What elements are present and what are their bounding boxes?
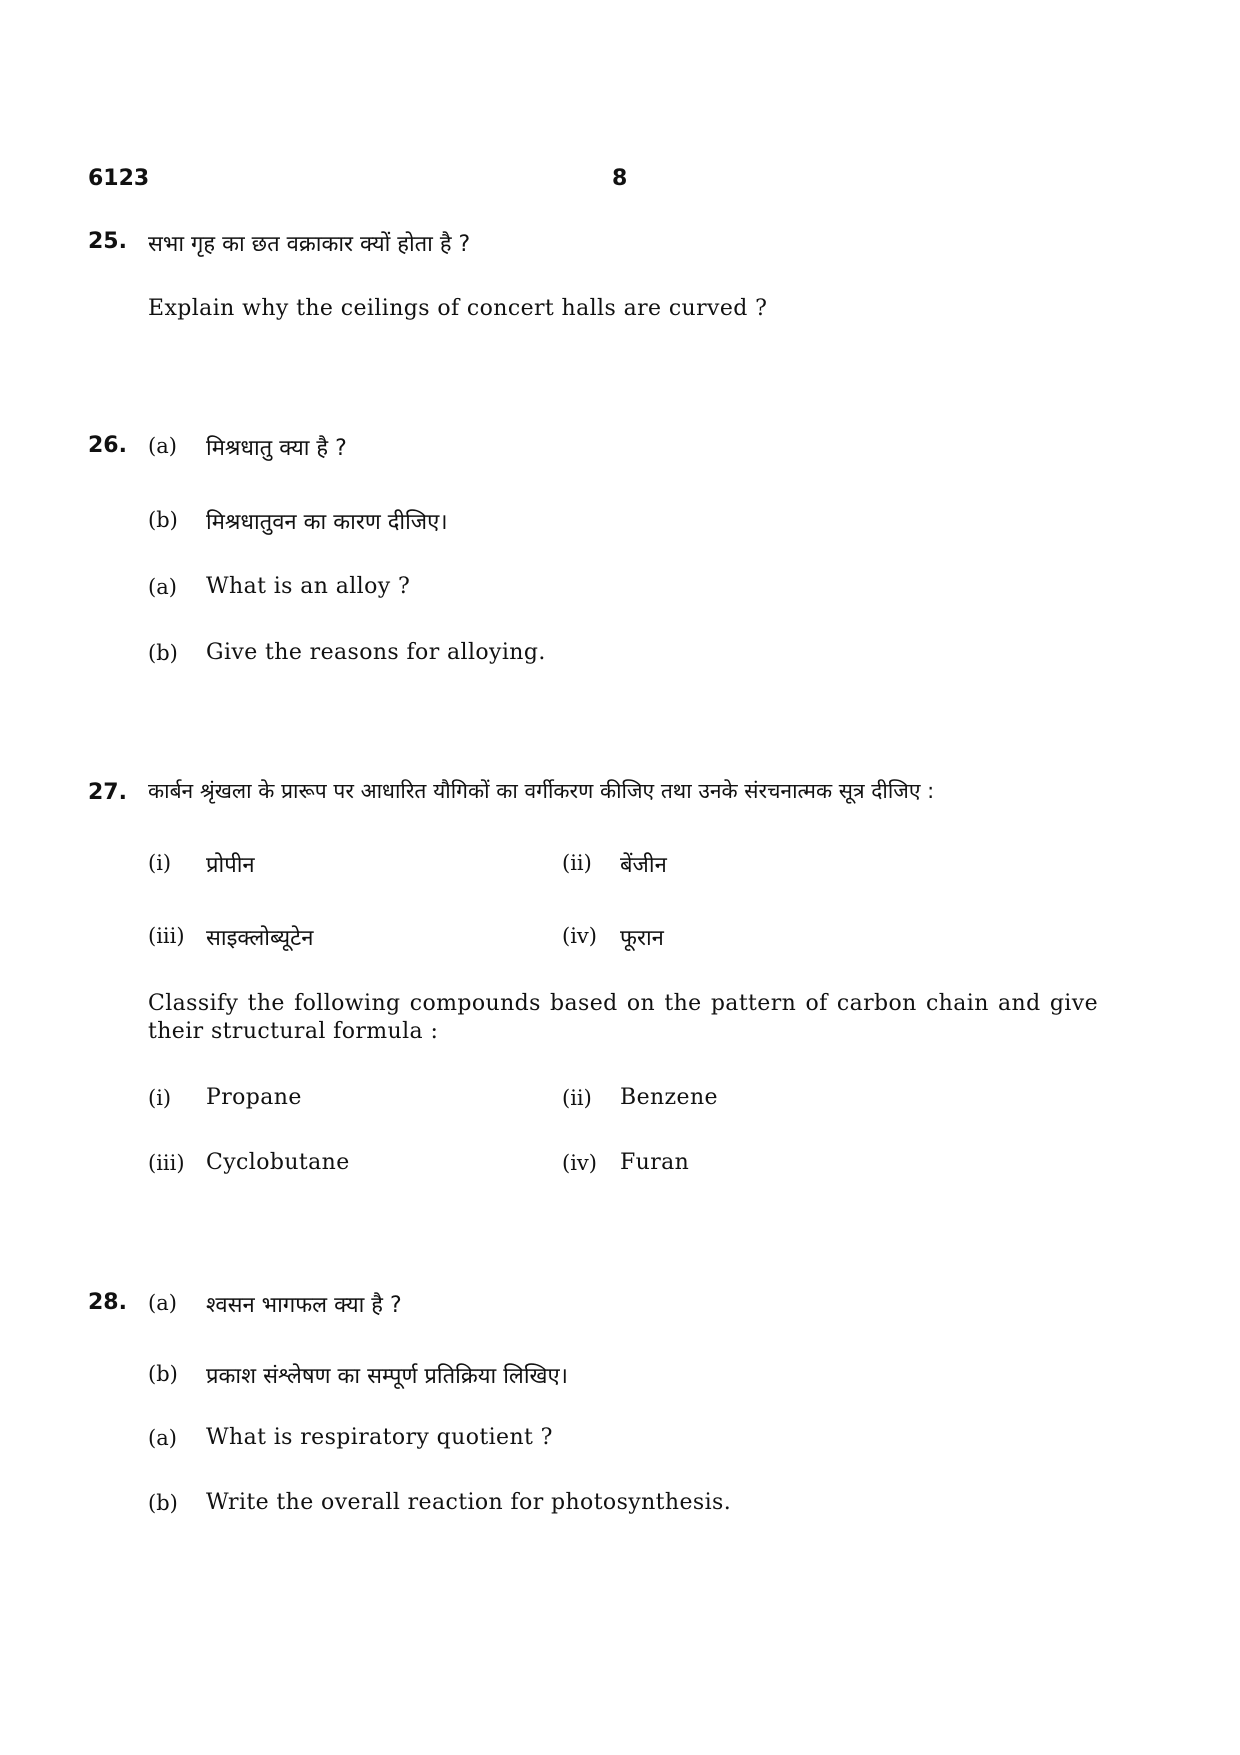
item-label: (b) xyxy=(148,1491,178,1515)
question-text-hindi: सभा गृह का छत वक्राकार क्यों होता है ? xyxy=(148,232,471,257)
item-text: साइक्लोब्यूटेन xyxy=(206,926,314,951)
item-text: प्रकाश संश्लेषण का सम्पूर्ण प्रतिक्रिया लिखिए। xyxy=(206,1364,569,1389)
item-label: (i) xyxy=(148,851,172,875)
item-label: (i) xyxy=(148,1086,172,1110)
item-label: (iv) xyxy=(562,924,597,948)
question-number: 27. xyxy=(88,780,127,805)
item-text: Write the overall reaction for photosynthesis. xyxy=(206,1490,732,1515)
item-text: मिश्रधातुवन का कारण दीजिए। xyxy=(206,510,448,535)
question-number: 25. xyxy=(88,229,127,254)
item-text: Cyclobutane xyxy=(206,1150,350,1175)
question-number: 26. xyxy=(88,433,127,458)
question-text-hindi: कार्बन श्रृंखला के प्रारूप पर आधारित यौगिकों का वर्गीकरण कीजिए तथा उनके संरचनात्मक सूत्र दीजिए : xyxy=(148,779,935,803)
item-label: (a) xyxy=(148,1426,177,1450)
item-text: Benzene xyxy=(620,1085,718,1110)
item-label: (b) xyxy=(148,641,178,665)
item-text: Propane xyxy=(206,1085,302,1110)
item-text: फूरान xyxy=(620,926,664,951)
item-label: (b) xyxy=(148,508,178,532)
question-number: 28. xyxy=(88,1290,127,1315)
item-text: What is respiratory quotient ? xyxy=(206,1425,553,1450)
page-number: 8 xyxy=(612,166,628,191)
item-text: Furan xyxy=(620,1150,690,1175)
question-text-english: Explain why the ceilings of concert halls are curved ? xyxy=(148,296,768,321)
question-text-english: Classify the following compounds based on the pattern of carbon chain and give their structural formula : xyxy=(148,991,1098,1044)
item-text: Give the reasons for alloying. xyxy=(206,640,546,665)
item-text: श्वसन भागफल क्या है ? xyxy=(206,1293,402,1318)
item-label: (a) xyxy=(148,434,177,458)
item-text: What is an alloy ? xyxy=(206,574,411,599)
item-label: (iii) xyxy=(148,924,185,948)
paper-code: 6123 xyxy=(88,166,150,191)
item-label: (a) xyxy=(148,1291,177,1315)
item-text: मिश्रधातु क्या है ? xyxy=(206,436,347,461)
item-text: बेंजीन xyxy=(620,853,667,878)
item-label: (b) xyxy=(148,1362,178,1386)
item-label: (iv) xyxy=(562,1151,597,1175)
item-label: (ii) xyxy=(562,1086,592,1110)
item-label: (ii) xyxy=(562,851,592,875)
item-label: (a) xyxy=(148,575,177,599)
item-label: (iii) xyxy=(148,1151,185,1175)
item-text: प्रोपीन xyxy=(206,853,255,878)
